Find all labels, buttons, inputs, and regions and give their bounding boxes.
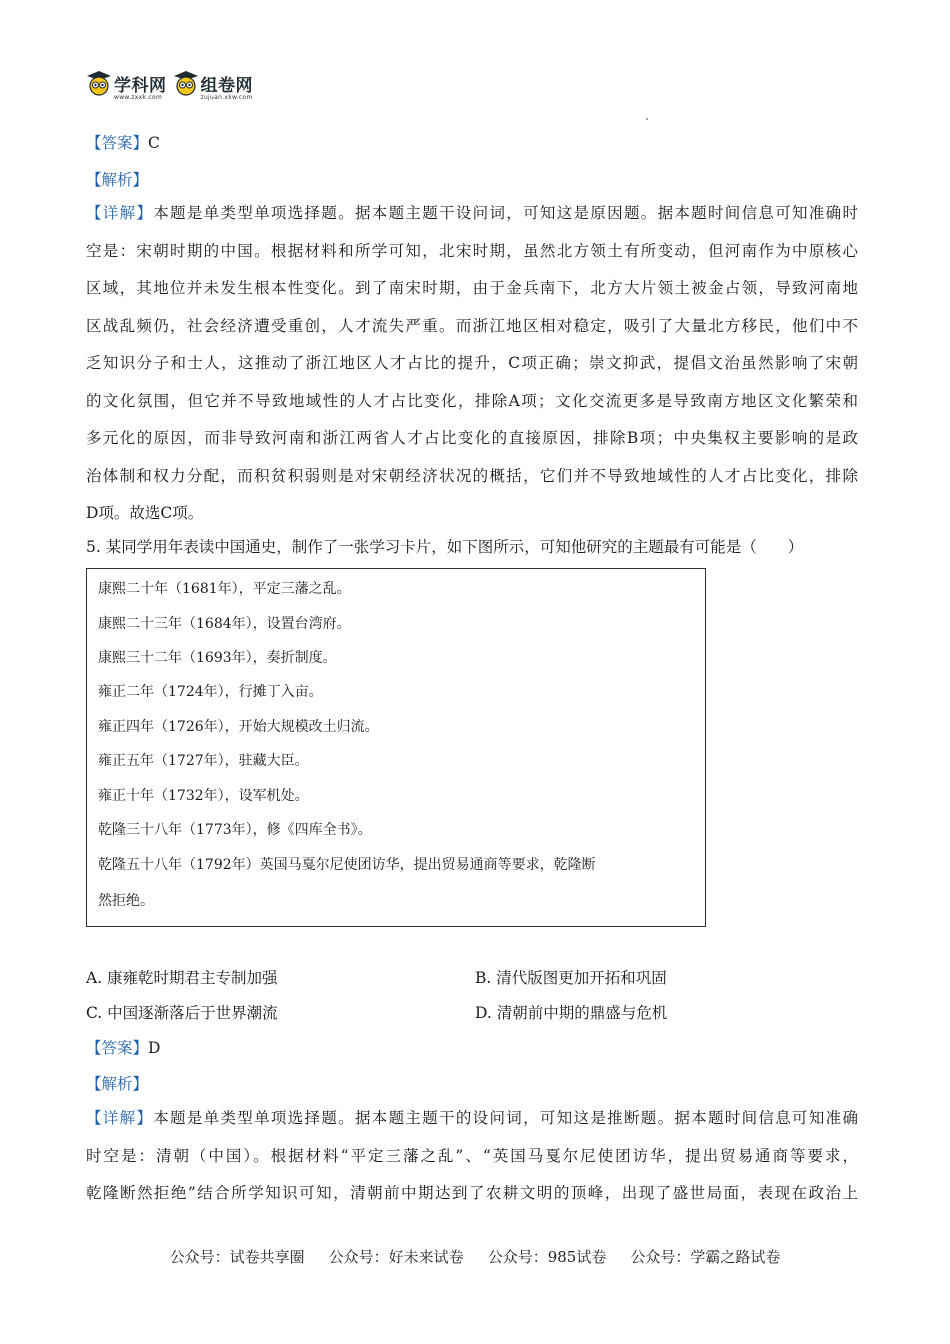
q4-analysis-heading (86, 170, 148, 190)
zxxk-logo-url: www.zxxk.com (114, 94, 163, 101)
detail-line: 治体制和权力分配，而积贫积弱则是对宋朝经济状况的概括，它们并不导致地域性的人才占比变化，排除 (86, 466, 858, 485)
option-b[interactable]: B. 清代版图更加开拓和巩固 (475, 969, 667, 987)
study-card (86, 568, 706, 927)
detail-line: 【详解】本题是单类型单项选择题。据本题主题干设问词，可知这是原因题。据本题时间信息可知准确时 (86, 204, 858, 222)
q5-analysis-heading (86, 1074, 148, 1094)
detail-line: 多元化的原因，而非导致河南和浙江两省人才占比变化的直接原因，排除B项；中央集权主要影响的是政 (86, 429, 858, 447)
detail-tag: 【详解】 (86, 1109, 154, 1127)
detail-line: 乾隆断然拒绝”结合所学知识可知，清朝前中期达到了农耕文明的顶峰，出现了盛世局面，表现在政治上 (86, 1184, 858, 1202)
card-line: 乾隆五十八年（1792年）英国马戛尔尼使团访华，提出贸易通商等要求，乾隆断 (98, 857, 596, 873)
footer-item: 公众号：好未来试卷 (328, 1248, 464, 1266)
answer-tag: 【答案】 (86, 1039, 149, 1057)
detail-line: 区域，其地位并未发生根本性变化。到了南宋时期，由于金兵南下，北方大片领土被金占领，导致河南地 (86, 279, 858, 297)
q5-detail (86, 1100, 858, 1213)
detail-line: 【详解】本题是单类型单项选择题。据本题主题干的设问词，可知这是推断题。据本题时间信息可知准确 (86, 1109, 858, 1127)
option-d[interactable]: D. 清朝前中期的鼎盛与危机 (475, 1004, 668, 1022)
owl-mascot-icon (86, 70, 112, 96)
card-line: 雍正四年（1726年），开始大规模改土归流。 (98, 719, 379, 735)
answer-value: C (148, 134, 160, 152)
footer (0, 1246, 950, 1267)
card-line: 然拒绝。 (98, 893, 154, 909)
detail-line: 乏知识分子和士人，这推动了浙江地区人才占比的提升，C项正确；崇文抑武，提倡文治虽然影响了宋朝 (86, 354, 858, 372)
header-logos (86, 70, 253, 101)
card-line: 康熙二十三年（1684年），设置台湾府。 (98, 616, 351, 632)
q4-detail (86, 195, 858, 533)
card-line: 雍正五年（1727年），驻藏大臣。 (98, 753, 309, 769)
zujuan-logo-name: 组卷网 (200, 75, 253, 96)
footer-item: 公众号：学霸之路试卷 (630, 1248, 781, 1266)
q5-stem: 5. 某同学用年表读中国通史，制作了一张学习卡片，如下图所示，可知他研究的主题最有可能是（ ） (86, 538, 804, 556)
option-a[interactable]: A. 康雍乾时期君主专制加强 (86, 969, 278, 987)
owl-mascot-icon (173, 70, 199, 96)
option-c[interactable]: C. 中国逐渐落后于世界潮流 (86, 1004, 278, 1022)
zxxk-logo-name: 学科网 (114, 75, 167, 96)
zujuan-logo-url: zujuan.xkw.com (200, 94, 253, 101)
footer-item: 公众号：试卷共享圈 (169, 1248, 305, 1266)
detail-line: 的文化氛围，但它并不导致地域性的人才占比变化，排除A项；文化交流更多是导致南方地区文化繁荣和 (86, 391, 858, 410)
detail-line: 区战乱频仍，社会经济遭受重创，人才流失严重。而浙江地区相对稳定，吸引了大量北方移民，他们中不 (86, 316, 858, 335)
detail-line: 时空是：清朝（中国）。根据材料“平定三藩之乱”、“英国马戛尔尼使团访华，提出贸易通商等要求， (86, 1146, 858, 1165)
detail-tag: 【详解】 (86, 204, 154, 222)
analysis-tag: 【解析】 (86, 171, 149, 189)
detail-line: 空是：宋朝时期的中国。根据材料和所学可知，北宋时期，虽然北方领土有所变动，但河南作为中原核心 (86, 241, 858, 260)
answer-tag: 【答案】 (86, 134, 149, 152)
detail-line: D项。故选C项。 (86, 504, 204, 522)
q4-answer (86, 133, 160, 153)
footer-item: 公众号：985试卷 (487, 1248, 607, 1266)
analysis-tag: 【解析】 (86, 1075, 149, 1093)
stray-dot (646, 118, 648, 120)
card-line: 雍正二年（1724年），行摊丁入亩。 (98, 684, 323, 700)
zujuan-logo[interactable] (173, 70, 254, 101)
answer-value: D (148, 1039, 161, 1057)
q5-answer (86, 1038, 160, 1058)
zxxk-logo[interactable] (86, 70, 167, 101)
card-line: 康熙二十年（1681年），平定三藩之乱。 (98, 581, 351, 597)
card-line: 康熙三十二年（1693年），奏折制度。 (98, 650, 337, 666)
card-line: 乾隆三十八年（1773年），修《四库全书》。 (98, 822, 372, 838)
card-line: 雍正十年（1732年），设军机处。 (98, 788, 309, 804)
